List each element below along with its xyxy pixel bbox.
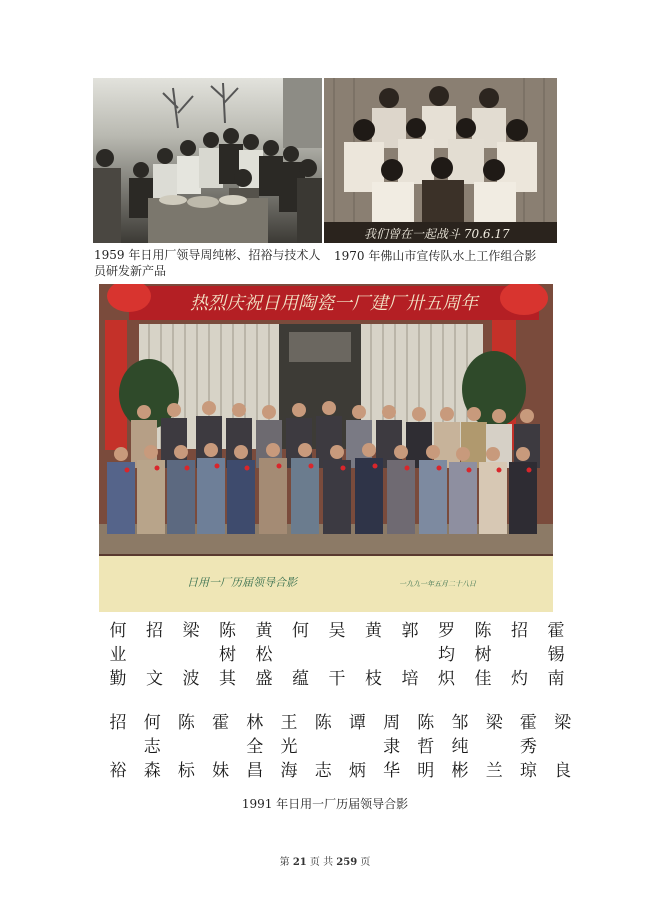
name-char: 招 bbox=[511, 621, 528, 641]
name-char: 妹 bbox=[212, 761, 230, 781]
name-char: 谭 bbox=[348, 713, 366, 733]
name-char: 南 bbox=[547, 669, 565, 689]
name-char bbox=[548, 736, 578, 760]
name-column bbox=[137, 712, 167, 784]
name-column bbox=[411, 712, 441, 784]
name-column bbox=[240, 712, 270, 784]
footer-prefix: 第 bbox=[279, 857, 290, 868]
name-char bbox=[505, 644, 535, 668]
page-footer bbox=[0, 853, 650, 868]
name-column bbox=[322, 620, 352, 692]
name-char: 森 bbox=[143, 761, 161, 781]
photo3-stamp: 日用一厂历届领导合影 bbox=[187, 576, 297, 589]
name-char: 海 bbox=[280, 761, 298, 781]
name-char bbox=[176, 644, 206, 668]
name-char: 标 bbox=[177, 761, 195, 781]
name-column bbox=[479, 712, 509, 784]
footer-suffix: 页 bbox=[360, 857, 371, 868]
name-char: 陈 bbox=[417, 713, 435, 733]
name-char: 周 bbox=[383, 713, 401, 733]
footer-total-pages: 259 bbox=[336, 857, 358, 868]
name-column bbox=[468, 620, 498, 692]
name-char: 昌 bbox=[246, 761, 264, 781]
name-char: 隶 bbox=[383, 737, 401, 757]
name-char bbox=[206, 736, 236, 760]
name-column bbox=[342, 712, 372, 784]
name-char bbox=[322, 644, 352, 668]
name-char: 文 bbox=[146, 669, 163, 689]
name-column bbox=[286, 620, 316, 692]
name-char: 陈 bbox=[314, 713, 332, 733]
name-column bbox=[359, 620, 389, 692]
name-char bbox=[140, 644, 170, 668]
name-char bbox=[286, 644, 316, 668]
name-char: 梁 bbox=[182, 621, 200, 641]
name-char: 蕴 bbox=[292, 669, 309, 689]
name-char: 何 bbox=[292, 621, 309, 641]
name-char: 纯 bbox=[451, 737, 469, 757]
name-column bbox=[176, 620, 206, 692]
name-column bbox=[513, 712, 543, 784]
photo1-caption: 1959 年日用厂领导周纯彬、招裕与技术人员研发新产品 bbox=[94, 248, 321, 278]
name-char: 松 bbox=[255, 645, 273, 665]
name-char: 树 bbox=[219, 645, 236, 665]
name-column bbox=[308, 712, 338, 784]
name-char: 哲 bbox=[417, 737, 435, 757]
name-char: 霍 bbox=[547, 621, 565, 641]
name-char: 培 bbox=[401, 669, 419, 689]
name-column bbox=[505, 620, 535, 692]
name-column bbox=[395, 620, 425, 692]
name-char: 彬 bbox=[451, 761, 469, 781]
photo-1959-product-development bbox=[93, 78, 322, 243]
name-char: 良 bbox=[554, 761, 572, 781]
photo3-caption: 1991 年日用一厂历届领导合影 bbox=[241, 797, 409, 811]
name-char: 裕 bbox=[109, 761, 127, 781]
name-column bbox=[171, 712, 201, 784]
name-char bbox=[395, 644, 425, 668]
name-column bbox=[206, 712, 236, 784]
photo-1970-propaganda-team bbox=[324, 78, 557, 243]
name-char: 树 bbox=[474, 645, 492, 665]
name-column bbox=[432, 620, 462, 692]
name-char: 光 bbox=[280, 737, 298, 757]
name-char: 王 bbox=[280, 713, 298, 733]
name-char: 其 bbox=[219, 669, 236, 689]
name-char: 炳 bbox=[348, 761, 366, 781]
name-column bbox=[249, 620, 279, 692]
name-char: 吴 bbox=[328, 621, 346, 641]
name-char: 霍 bbox=[212, 713, 230, 733]
name-char: 罗 bbox=[438, 621, 455, 641]
name-char: 黄 bbox=[365, 621, 382, 641]
name-char: 梁 bbox=[485, 713, 503, 733]
photo2-inscription: 我们曾在一起战斗 70.6.17 bbox=[364, 227, 510, 241]
name-char: 林 bbox=[246, 713, 264, 733]
name-char: 志 bbox=[143, 737, 161, 757]
name-char: 炽 bbox=[438, 669, 455, 689]
name-char: 全 bbox=[246, 737, 264, 757]
name-char: 明 bbox=[417, 761, 435, 781]
name-char: 波 bbox=[182, 669, 200, 689]
photo3-stamp-date: 一九九一年五月二十八日 bbox=[399, 580, 476, 588]
name-char: 陈 bbox=[219, 621, 236, 641]
footer-page-number: 21 bbox=[292, 857, 307, 868]
name-char: 干 bbox=[328, 669, 346, 689]
name-char: 何 bbox=[143, 713, 161, 733]
name-char: 黄 bbox=[255, 621, 273, 641]
name-char: 勤 bbox=[109, 669, 127, 689]
name-char: 邹 bbox=[451, 713, 469, 733]
name-char: 业 bbox=[109, 645, 127, 665]
name-char: 陈 bbox=[177, 713, 195, 733]
name-char: 梁 bbox=[554, 713, 572, 733]
name-char: 志 bbox=[314, 761, 332, 781]
photo-1991-leaders-group bbox=[99, 284, 553, 612]
name-char: 兰 bbox=[485, 761, 503, 781]
name-column bbox=[377, 712, 407, 784]
name-char bbox=[171, 736, 201, 760]
name-column bbox=[103, 712, 133, 784]
name-char bbox=[479, 736, 509, 760]
name-char: 华 bbox=[383, 761, 401, 781]
footer-middle: 页 共 bbox=[309, 857, 334, 868]
names-grid-row1 bbox=[103, 620, 565, 700]
name-column bbox=[541, 620, 571, 692]
name-column bbox=[548, 712, 578, 784]
name-column bbox=[140, 620, 170, 692]
name-char bbox=[359, 644, 389, 668]
names-grid-row2 bbox=[103, 712, 572, 792]
name-char: 秀 bbox=[519, 737, 537, 757]
name-char: 招 bbox=[109, 713, 127, 733]
name-char: 盛 bbox=[255, 669, 273, 689]
name-char bbox=[342, 736, 372, 760]
name-column bbox=[103, 620, 133, 692]
name-char: 灼 bbox=[511, 669, 528, 689]
name-char: 招 bbox=[146, 621, 163, 641]
name-char: 琼 bbox=[519, 761, 537, 781]
photo3-banner: 热烈庆祝日用陶瓷一厂建厂卅五周年 bbox=[190, 293, 478, 314]
name-char: 佳 bbox=[474, 669, 492, 689]
name-char: 郭 bbox=[401, 621, 419, 641]
name-char: 均 bbox=[438, 645, 455, 665]
name-column bbox=[213, 620, 243, 692]
name-char: 霍 bbox=[519, 713, 537, 733]
name-column bbox=[274, 712, 304, 784]
name-char bbox=[103, 736, 133, 760]
name-char: 陈 bbox=[474, 621, 492, 641]
name-column bbox=[445, 712, 475, 784]
photo2-caption: 1970 年佛山市宣传队水上工作组合影 bbox=[334, 249, 537, 263]
name-char: 锡 bbox=[547, 645, 565, 665]
name-char: 枝 bbox=[365, 669, 382, 689]
name-char bbox=[308, 736, 338, 760]
name-char: 何 bbox=[109, 621, 127, 641]
